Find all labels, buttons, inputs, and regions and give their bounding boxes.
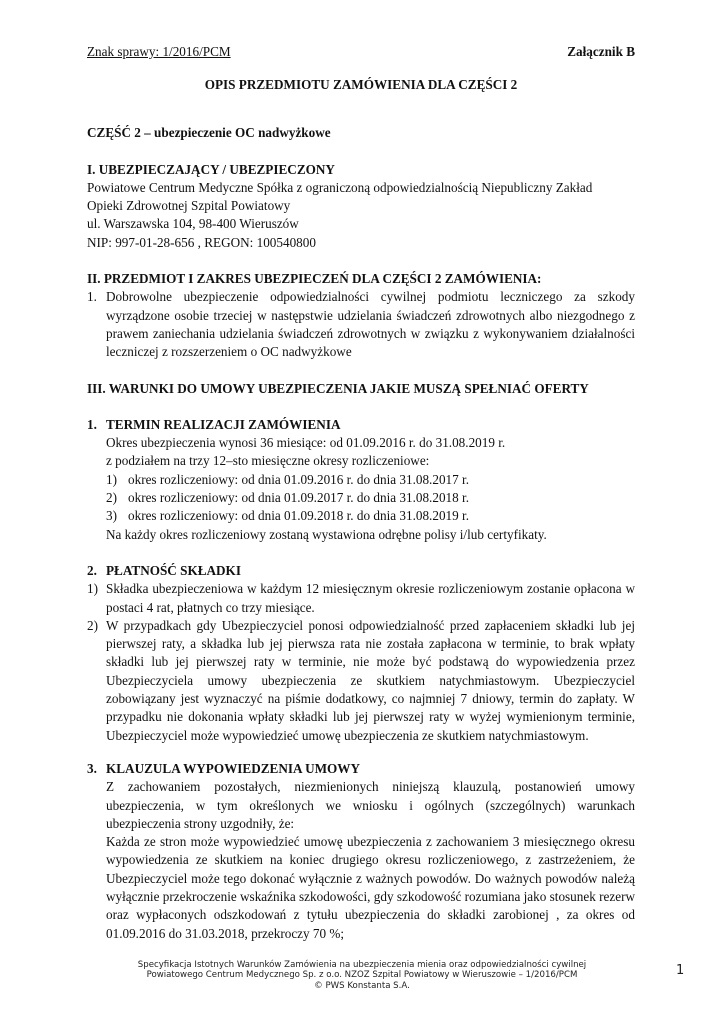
item-number: 3) (106, 508, 117, 524)
item-text: Dobrowolne ubezpieczenie odpowiedzialności cywilnej podmiotu leczniczego za szkody wyrządzone osobie trzeciej w następstwie udzielania świadczeń zdrowotnych albo niezgodnego z prawem zaniechania udzielania świadczeń zdrowotnych w związku z wykonywaniem działalności leczniczej z rozszerzeniem o OC nadwyżkowe (106, 289, 635, 360)
section-insured (87, 161, 635, 252)
list-item (87, 489, 635, 507)
item-text: okres rozliczeniowy: od dnia 01.09.2016 r. do dnia 31.08.2017 r. (128, 471, 469, 487)
list-item (87, 507, 635, 525)
insured-tax-ids: NIP: 997-01-28-656 , REGON: 100540800 (87, 234, 316, 250)
item-number: 1) (87, 581, 98, 597)
page-footer (120, 960, 604, 991)
point-number: 1. (87, 416, 97, 432)
section-heading: I. UBEZPIECZAJĄCY / UBEZPIECZONY (87, 161, 335, 177)
item-number: 1. (87, 289, 97, 305)
document-title: OPIS PRZEDMIOTU ZAMÓWIENIA DLA CZĘŚCI 2 (204, 77, 518, 92)
footer-line: Specyfikacja Istotnych Warunków Zamówienia na ubezpieczenia mienia oraz odpowiedzialności cywilnej (137, 960, 587, 970)
point-number: 2. (87, 562, 97, 578)
section-heading: II. PRZEDMIOT I ZAKRES UBEZPIECZEŃ DLA CZĘŚCI 2 ZAMÓWIENIA: (87, 271, 542, 287)
item-number: 2) (87, 617, 98, 633)
insured-address: ul. Warszawska 104, 98-400 Wieruszów (87, 216, 299, 232)
point-termination (87, 760, 635, 943)
term-outro: Na każdy okres rozliczeniowy zostaną wystawiona odrębne polisy i/lub certyfikaty. (106, 526, 547, 542)
attachment-label: Załącznik B (567, 44, 635, 59)
insured-name-line: Powiatowe Centrum Medyczne Spółka z ograniczoną odpowiedzialnością Niepubliczny Zakład (87, 179, 593, 195)
point-title: KLAUZULA WYPOWIEDZENIA UMOWY (106, 760, 361, 776)
item-text: okres rozliczeniowy: od dnia 01.09.2018 r. do dnia 31.08.2019 r. (128, 508, 469, 524)
point-heading (87, 760, 635, 778)
case-number: Znak sprawy: 1/2016/PCM (87, 44, 231, 59)
term-intro-2: z podziałem na trzy 12–sto miesięczne okresy rozliczeniowe: (106, 453, 430, 469)
term-intro: Okres ubezpieczenia wynosi 36 miesiące: od 01.09.2016 r. do 31.08.2019 r. (106, 435, 506, 451)
list-item (87, 288, 635, 361)
section-heading-conditions: III. WARUNKI DO UMOWY UBEZPIECZENIA JAKIE MUSZĄ SPEŁNIAĆ OFERTY (87, 380, 589, 396)
list-item (87, 471, 635, 489)
item-text: Składka ubezpieczeniowa w każdym 12 miesięcznym okresie rozliczeniowym zostanie opłacona w postaci 4 rat, płatnych co trzy miesiące. (106, 581, 635, 615)
point-number: 3. (87, 760, 97, 776)
point-heading (87, 416, 635, 434)
point-heading (87, 562, 635, 580)
point-title: PŁATNOŚĆ SKŁADKI (106, 562, 241, 578)
page-header (87, 43, 635, 62)
footer-copyright: © PWS Konstanta S.A. (314, 980, 410, 991)
termination-paragraph-2: Każda ze stron może wypowiedzieć umowę ubezpieczenia z zachowaniem 3 miesięcznego okresu wypowiedzenia ze skutkiem na koniec drugiego okresu rozliczeniowego, z zastrzeżeniem, że Ubezpieczyciel może tego dokonać wyłącznie z ważnych powodów. Do ważnych powodów należą wyłącznie przekroczenie wskaźnika szkodowości, gdy szkodowość rozumiana jako stosunek rezerw oraz wypłaconych odszkodowań z tytułu ubezpieczenia do składki zarobionej , za okres od 01.09.2016 do 31.03.2018, przekroczy 70 %; (106, 834, 635, 941)
footer-line: Powiatowego Centrum Medycznego Sp. z o.o. NZOZ Szpital Powiatowy w Wieruszowie – 1/2016/PCM (146, 970, 578, 981)
point-term (87, 416, 635, 544)
part-heading: CZĘŚĆ 2 – ubezpieczenie OC nadwyżkowe (87, 125, 331, 141)
item-text: W przypadkach gdy Ubezpieczyciel ponosi odpowiedzialność przed zapłaceniem składki lub jej pierwszej raty, a składka lub jej pierwsza rata nie została zapłacona w terminie, to brak wpłaty składki lub jej pierwszej raty w terminie, nie może być podstawą do wypowiedzenia przez Ubezpieczyciela umowy ubezpieczenia ze skutkiem natychmiastowym. Ubezpieczyciel zobowiązany jest wyznaczyć na piśmie dodatkowy, co najmniej 7 dniowy, termin do zapłaty. W przypadku nie dokonania wpłaty składki lub jej pierwszej raty w wyżej wymienionym terminie, Ubezpieczyciel może wypowiedzieć umowę ubezpieczenia ze skutkiem natychmiastowym. (106, 617, 635, 743)
item-number: 1) (106, 471, 117, 487)
insured-name-line-2: Opieki Zdrowotnej Szpital Powiatowy (87, 198, 291, 214)
section-scope (87, 270, 635, 361)
termination-paragraph: Z zachowaniem pozostałych, niezmienionych niniejszą klauzulą, postanowień umowy ubezpieczenia, w tym określonych we wniosku i ogólnych (szczególnych) warunkach ubezpieczenia strony uzgodniły, że: (106, 779, 635, 831)
list-item (87, 580, 635, 617)
document-page (87, 43, 635, 943)
item-number: 2) (106, 490, 117, 506)
item-text: okres rozliczeniowy: od dnia 01.09.2017 r. do dnia 31.08.2018 r. (128, 490, 469, 506)
page-number: 1 (676, 963, 685, 978)
point-payment (87, 562, 635, 745)
point-title: TERMIN REALIZACJI ZAMÓWIENIA (106, 416, 341, 432)
list-item (87, 617, 635, 745)
